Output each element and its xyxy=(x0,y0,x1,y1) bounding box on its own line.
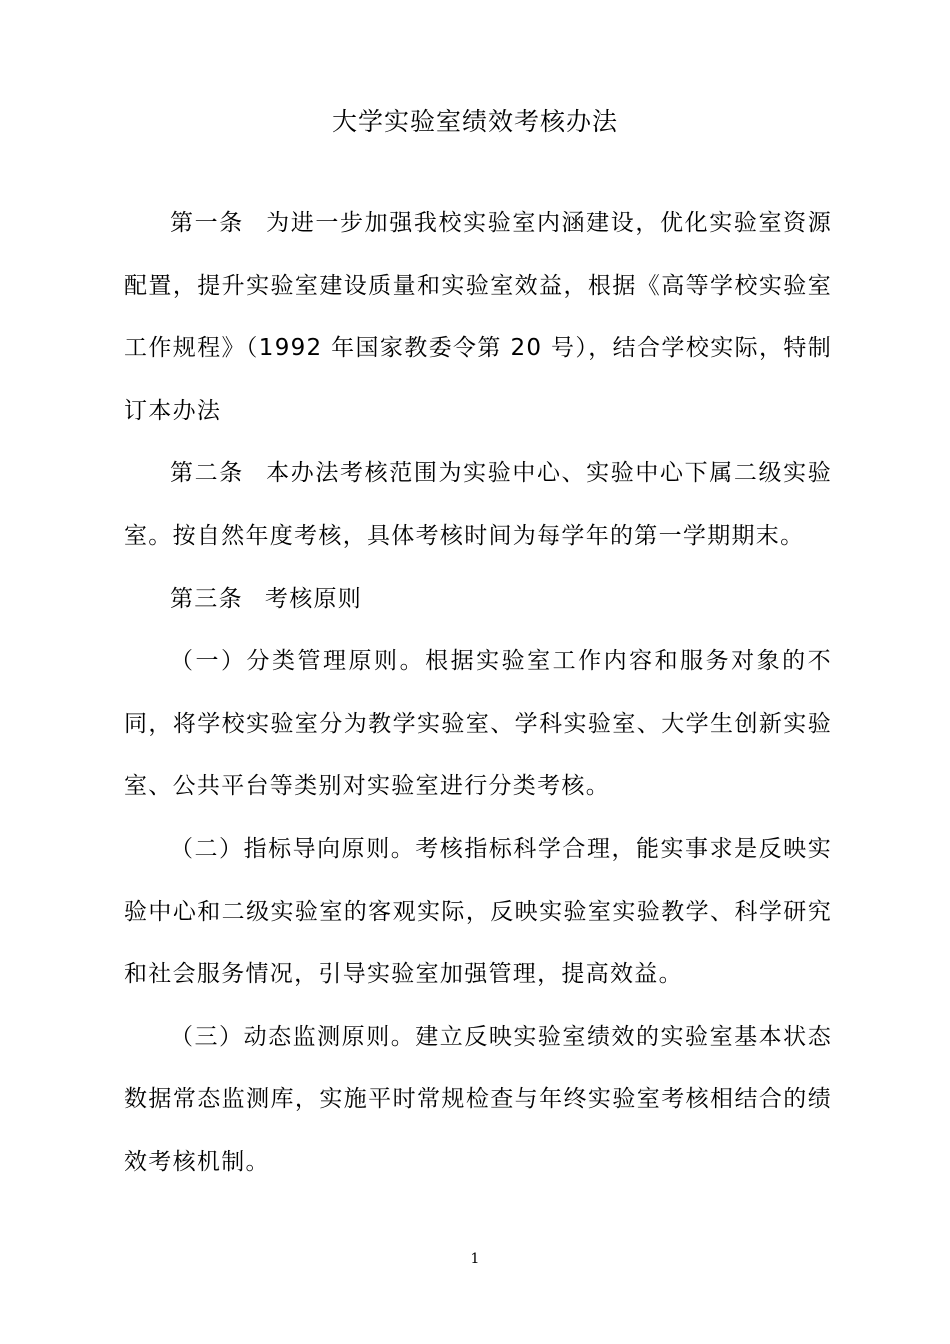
article-2-label: 第二条 xyxy=(170,460,244,487)
article-1 xyxy=(124,192,832,442)
document-body xyxy=(124,192,832,1194)
article-2 xyxy=(124,442,832,567)
article-3-label: 第三条 xyxy=(170,585,243,612)
article-3 xyxy=(124,568,832,631)
article-1-label: 第一条 xyxy=(170,210,244,236)
document-title: 大学实验室绩效考核办法 xyxy=(331,107,618,136)
article-2-text: 本办法考核范围为实验中心、实验中心下属二级实验室。按自然年度考核，具体考核时间为每学年的第一学期期末。 xyxy=(124,460,833,549)
principle-1 xyxy=(124,630,832,818)
principle-2-text: （二）指标导向原则。考核指标科学合理，能实事求是反映实验中心和二级实验室的客观实际，反映实验室实验教学、科学研究和社会服务情况，引导实验室加强管理，提高效益。 xyxy=(124,835,832,988)
principle-3 xyxy=(124,1006,832,1194)
principle-1-text: （一）分类管理原则。根据实验室工作内容和服务对象的不同，将学校实验室分为教学实验室、学科实验室、大学生创新实验室、公共平台等类别对实验室进行分类考核。 xyxy=(124,648,832,800)
page-number: 1 xyxy=(470,1251,480,1267)
principle-3-text: （三）动态监测原则。建立反映实验室绩效的实验室基本状态数据常态监测库，实施平时常规检查与年终实验室考核相结合的绩效考核机制。 xyxy=(124,1023,832,1175)
principle-2 xyxy=(124,818,832,1006)
article-1-text: 为进一步加强我校实验室内涵建设，优化实验室资源配置，提升实验室建设质量和实验室效益，根据《高等学校实验室工作规程》（1992 年国家教委令第 20 号），结合学校实际，特制订本办法 xyxy=(124,210,833,424)
article-3-text: 考核原则 xyxy=(264,585,363,612)
